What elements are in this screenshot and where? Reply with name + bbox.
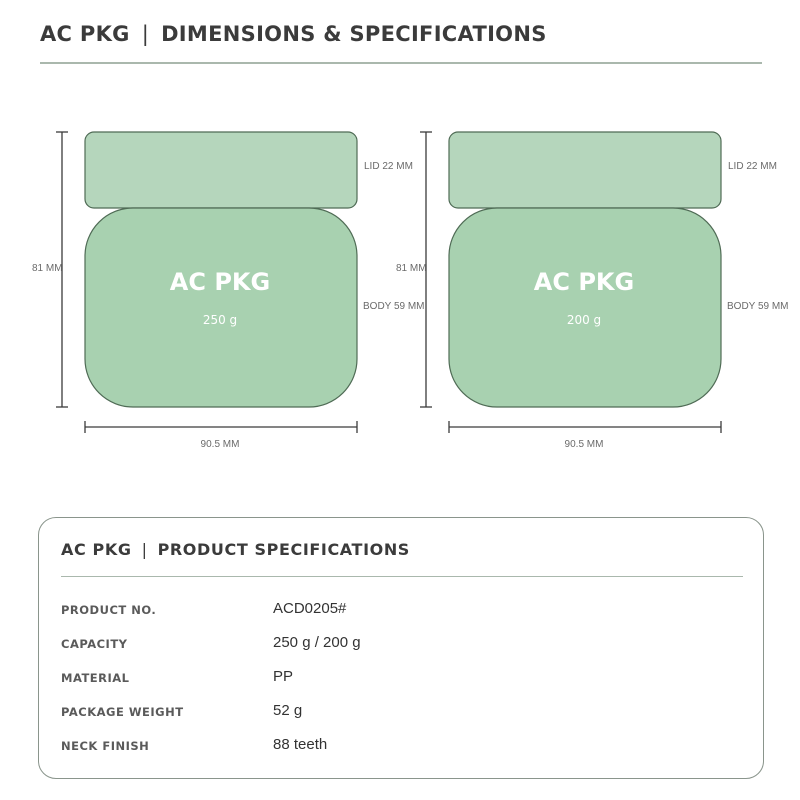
jar-2-width-dimension [449,421,721,433]
spec-value: 52 g [273,702,303,719]
jar-2 [396,132,789,450]
spec-row-product-no [61,600,741,622]
jar-1-width-dimension [85,421,357,433]
jar-2-body-label: BODY 59 MM [727,301,789,312]
spec-label: PACKAGE WEIGHT [61,705,184,719]
spec-label: PRODUCT NO. [61,603,157,617]
spec-label: MATERIAL [61,671,130,685]
jar-2-brand: AC PKG [533,268,635,296]
spec-label: NECK FINISH [61,739,150,753]
spec-row-package-weight [61,702,741,724]
spec-label: CAPACITY [61,637,128,651]
spec-panel-title [61,540,410,559]
page-title-separator: | [141,22,150,46]
page-title-brand: AC PKG [40,22,130,46]
spec-panel-brand: AC PKG [61,540,132,559]
jar-2-height-label: 81 MM [396,263,427,274]
jar-2-capacity: 200 g [566,313,602,327]
spec-value: ACD0205# [273,600,347,617]
jar-1-lid [85,132,357,208]
jar-2-body [449,208,721,407]
jar-1-lid-label: LID 22 MM [364,161,413,172]
spec-value: 88 teeth [273,736,328,753]
jar-1-width-label: 90.5 MM [200,439,240,450]
jar-2-width-label: 90.5 MM [564,439,604,450]
jar-1-height-label: 81 MM [32,263,63,274]
spec-value: 250 g / 200 g [273,634,361,651]
jar-2-lid-label: LID 22 MM [728,161,777,172]
jar-1 [32,132,425,450]
spec-row-capacity [61,634,741,656]
spec-panel-title-text: PRODUCT SPECIFICATIONS [157,540,410,559]
spec-row-material [61,668,741,690]
jar-1-brand: AC PKG [169,268,271,296]
page-title-text: DIMENSIONS & SPECIFICATIONS [161,22,547,46]
spec-row-neck-finish [61,736,741,758]
product-spec-panel [38,517,764,779]
spec-panel-separator: | [141,540,148,559]
jar-2-lid [449,132,721,208]
spec-panel-divider [61,576,743,577]
jar-1-body-label: BODY 59 MM [363,301,425,312]
jar-1-capacity: 250 g [202,313,238,327]
spec-value: PP [273,668,294,685]
jar-1-body [85,208,357,407]
